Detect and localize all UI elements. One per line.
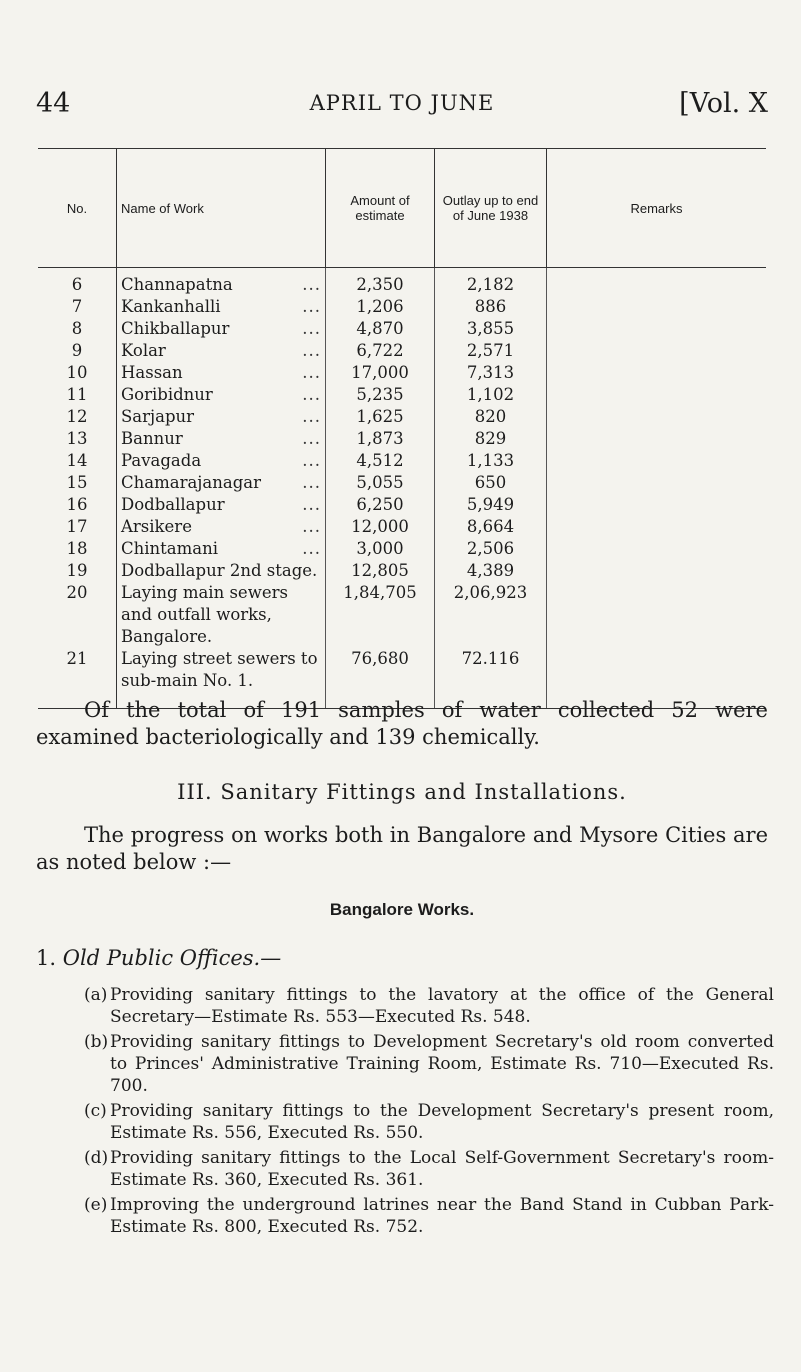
cell-amount: 12,805 [326, 560, 435, 582]
subheading-wrap [36, 900, 768, 926]
cell-no: 11 [66, 385, 88, 404]
cell-no: 16 [66, 495, 88, 514]
subheading-bangalore-works: Bangalore Works. [329, 900, 475, 919]
cell-amount: 1,84,705 [326, 582, 435, 648]
list-item-mark: (b) [84, 1032, 109, 1052]
cell-amount: 4,512 [326, 450, 435, 472]
list-item [84, 1100, 774, 1144]
col-header-amount: Amount of estimate [326, 149, 435, 268]
col-header-outlay: Outlay up to end of June 1938 [435, 149, 547, 268]
cell-outlay: 4,389 [435, 560, 547, 582]
cell-remarks [547, 582, 767, 648]
list-item [84, 1147, 774, 1191]
table-header-row [38, 149, 766, 268]
work-name: Hassan [121, 363, 183, 382]
cell-amount: 4,870 [326, 318, 435, 340]
table-row [38, 472, 766, 494]
cell-name [117, 362, 326, 384]
cell-no: 10 [66, 363, 88, 382]
leader-dots: ... [302, 517, 321, 536]
cell-outlay: 820 [435, 406, 547, 428]
cell-outlay: 2,506 [435, 538, 547, 560]
table-row [38, 560, 766, 582]
table-row [38, 318, 766, 340]
col-header-no: No. [38, 149, 117, 268]
table-row [38, 340, 766, 362]
leader-dots: ... [302, 451, 321, 470]
work-name: Kankanhalli [121, 297, 221, 316]
cell-remarks [547, 494, 767, 516]
work-name: Chamarajanagar [121, 473, 262, 492]
list-item-mark: (e) [84, 1195, 108, 1215]
cell-remarks [547, 406, 767, 428]
cell-outlay: 3,855 [435, 318, 547, 340]
table-row [38, 428, 766, 450]
work-name: Goribidnur [121, 385, 213, 404]
cell-name [117, 494, 326, 516]
cell-outlay: 5,949 [435, 494, 547, 516]
cell-remarks [547, 340, 767, 362]
item-old-public-offices [36, 946, 281, 970]
cell-no: 8 [71, 319, 83, 338]
cell-name [117, 318, 326, 340]
cell-remarks [547, 450, 767, 472]
cell-amount: 17,000 [326, 362, 435, 384]
leader-dots: ... [302, 407, 321, 426]
list-item-text: Providing sanitary fittings to the Development Secretary's present room, Estimate Rs. 556, Executed Rs. 550. [110, 1101, 774, 1143]
work-name: Chintamani [121, 539, 219, 558]
leader-dots: ... [302, 385, 321, 404]
list-item-mark: (c) [84, 1101, 107, 1121]
col-header-remarks: Remarks [547, 149, 767, 268]
list-item-text: Improving the underground latrines near the Band Stand in Cubban Park-Estimate Rs. 800, Executed Rs. 752. [110, 1195, 774, 1237]
cell-outlay: 2,571 [435, 340, 547, 362]
cell-no: 15 [66, 473, 88, 492]
cell-outlay: 829 [435, 428, 547, 450]
work-name: Pavagada [121, 451, 202, 470]
table-row [38, 384, 766, 406]
cell-amount: 2,350 [326, 268, 435, 297]
work-name: Bannur [121, 429, 183, 448]
cell-name [117, 582, 326, 648]
table-row [38, 582, 766, 648]
cell-name [117, 340, 326, 362]
running-title: APRIL TO JUNE [309, 91, 495, 115]
cell-outlay: 7,313 [435, 362, 547, 384]
cell-remarks [547, 362, 767, 384]
cell-outlay: 8,664 [435, 516, 547, 538]
cell-amount: 6,250 [326, 494, 435, 516]
cell-no: 13 [66, 429, 88, 448]
work-name: Chikballapur [121, 319, 230, 338]
work-name: Laying main sewers and outfall works, Bangalore. [121, 583, 288, 646]
item-label: Old Public Offices.— [62, 946, 282, 970]
cell-remarks [547, 384, 767, 406]
list-item-mark: (a) [84, 985, 108, 1005]
cell-remarks [547, 428, 767, 450]
table-row [38, 450, 766, 472]
table-row [38, 362, 766, 384]
list-item-text: Providing sanitary fittings to the Local Self-Government Secretary's room-Estimate Rs. 360, Executed Rs. 361. [110, 1148, 774, 1190]
cell-outlay: 886 [435, 296, 547, 318]
cell-amount: 5,055 [326, 472, 435, 494]
list-item [84, 984, 774, 1028]
cell-remarks [547, 318, 767, 340]
cell-amount: 1,625 [326, 406, 435, 428]
leader-dots: ... [302, 539, 321, 558]
cell-name [117, 450, 326, 472]
cell-amount: 5,235 [326, 384, 435, 406]
cell-name [117, 268, 326, 297]
cell-no: 21 [38, 648, 117, 709]
paragraph-samples [36, 697, 768, 751]
cell-remarks [547, 516, 767, 538]
cell-remarks [547, 296, 767, 318]
cell-remarks [547, 472, 767, 494]
list-item [84, 1031, 774, 1097]
cell-remarks [547, 268, 767, 297]
table-row [38, 494, 766, 516]
table-row [38, 406, 766, 428]
paragraph-samples-text: Of the total of 191 samples of water collected 52 were examined bacteriologically and 139 chemically. [36, 698, 768, 749]
cell-no: 20 [66, 583, 88, 602]
leader-dots: ... [302, 429, 321, 448]
work-name: Sarjapur [121, 407, 195, 426]
leader-dots: ... [302, 341, 321, 360]
cell-outlay: 2,182 [435, 268, 547, 297]
sub-items-list [84, 984, 774, 1241]
table-row [38, 296, 766, 318]
leader-dots: ... [302, 473, 321, 492]
cell-amount: 76,680 [326, 648, 435, 709]
cell-no: 7 [71, 297, 83, 316]
cell-name [117, 472, 326, 494]
list-item [84, 1194, 774, 1238]
cell-remarks [547, 538, 767, 560]
cell-name [117, 538, 326, 560]
work-name: Dodballapur [121, 495, 225, 514]
section-heading: III. Sanitary Fittings and Installations. [177, 780, 627, 804]
work-name: Laying street sewers to sub-main No. 1. [121, 649, 318, 690]
work-name: Dodballapur 2nd stage. [121, 561, 318, 580]
work-name: Kolar [121, 341, 166, 360]
work-name: Arsikere [121, 517, 192, 536]
table-row [38, 268, 766, 297]
cell-outlay: 2,06,923 [435, 582, 547, 648]
cell-name [117, 560, 326, 582]
cell-amount: 12,000 [326, 516, 435, 538]
cell-name [117, 296, 326, 318]
cell-outlay: 1,133 [435, 450, 547, 472]
page-number: 44 [36, 88, 71, 119]
paragraph-progress-text: The progress on works both in Bangalore and Mysore Cities are as noted below :— [36, 823, 768, 874]
leader-dots: ... [302, 297, 321, 316]
col-header-name: Name of Work [117, 149, 326, 268]
list-item-text: Providing sanitary fittings to Development Secretary's old room converted to Princes' Administrative Training Room, Estimate Rs. 710—Executed Rs. 700. [110, 1032, 774, 1096]
cell-name [117, 428, 326, 450]
list-item-text: Providing sanitary fittings to the lavatory at the office of the General Secretary—Estimate Rs. 553—Executed Rs. 548. [110, 985, 774, 1027]
item-number: 1. [36, 946, 57, 970]
cell-no: 19 [66, 561, 88, 580]
table-row [38, 538, 766, 560]
cell-amount: 1,873 [326, 428, 435, 450]
cell-name [117, 406, 326, 428]
cell-outlay: 72.116 [435, 648, 547, 709]
cell-outlay: 650 [435, 472, 547, 494]
table-row [38, 516, 766, 538]
leader-dots: ... [302, 319, 321, 338]
section-heading-wrap [36, 780, 768, 810]
cell-amount: 1,206 [326, 296, 435, 318]
volume-label: [Vol. X [679, 88, 768, 119]
paragraph-progress [36, 822, 768, 876]
cell-outlay: 1,102 [435, 384, 547, 406]
cell-no: 18 [66, 539, 88, 558]
works-table [38, 148, 766, 709]
cell-no: 6 [71, 275, 83, 294]
running-head [36, 88, 768, 128]
table-body [38, 268, 766, 709]
work-name: Channapatna [121, 275, 233, 294]
cell-no: 14 [66, 451, 88, 470]
cell-amount: 3,000 [326, 538, 435, 560]
cell-name [117, 516, 326, 538]
leader-dots: ... [302, 363, 321, 382]
cell-remarks [547, 560, 767, 582]
leader-dots: ... [302, 275, 321, 294]
leader-dots: ... [302, 495, 321, 514]
cell-name [117, 384, 326, 406]
cell-no: 12 [66, 407, 88, 426]
cell-amount: 6,722 [326, 340, 435, 362]
list-item-mark: (d) [84, 1148, 109, 1168]
cell-no: 17 [66, 517, 88, 536]
cell-no: 9 [71, 341, 83, 360]
